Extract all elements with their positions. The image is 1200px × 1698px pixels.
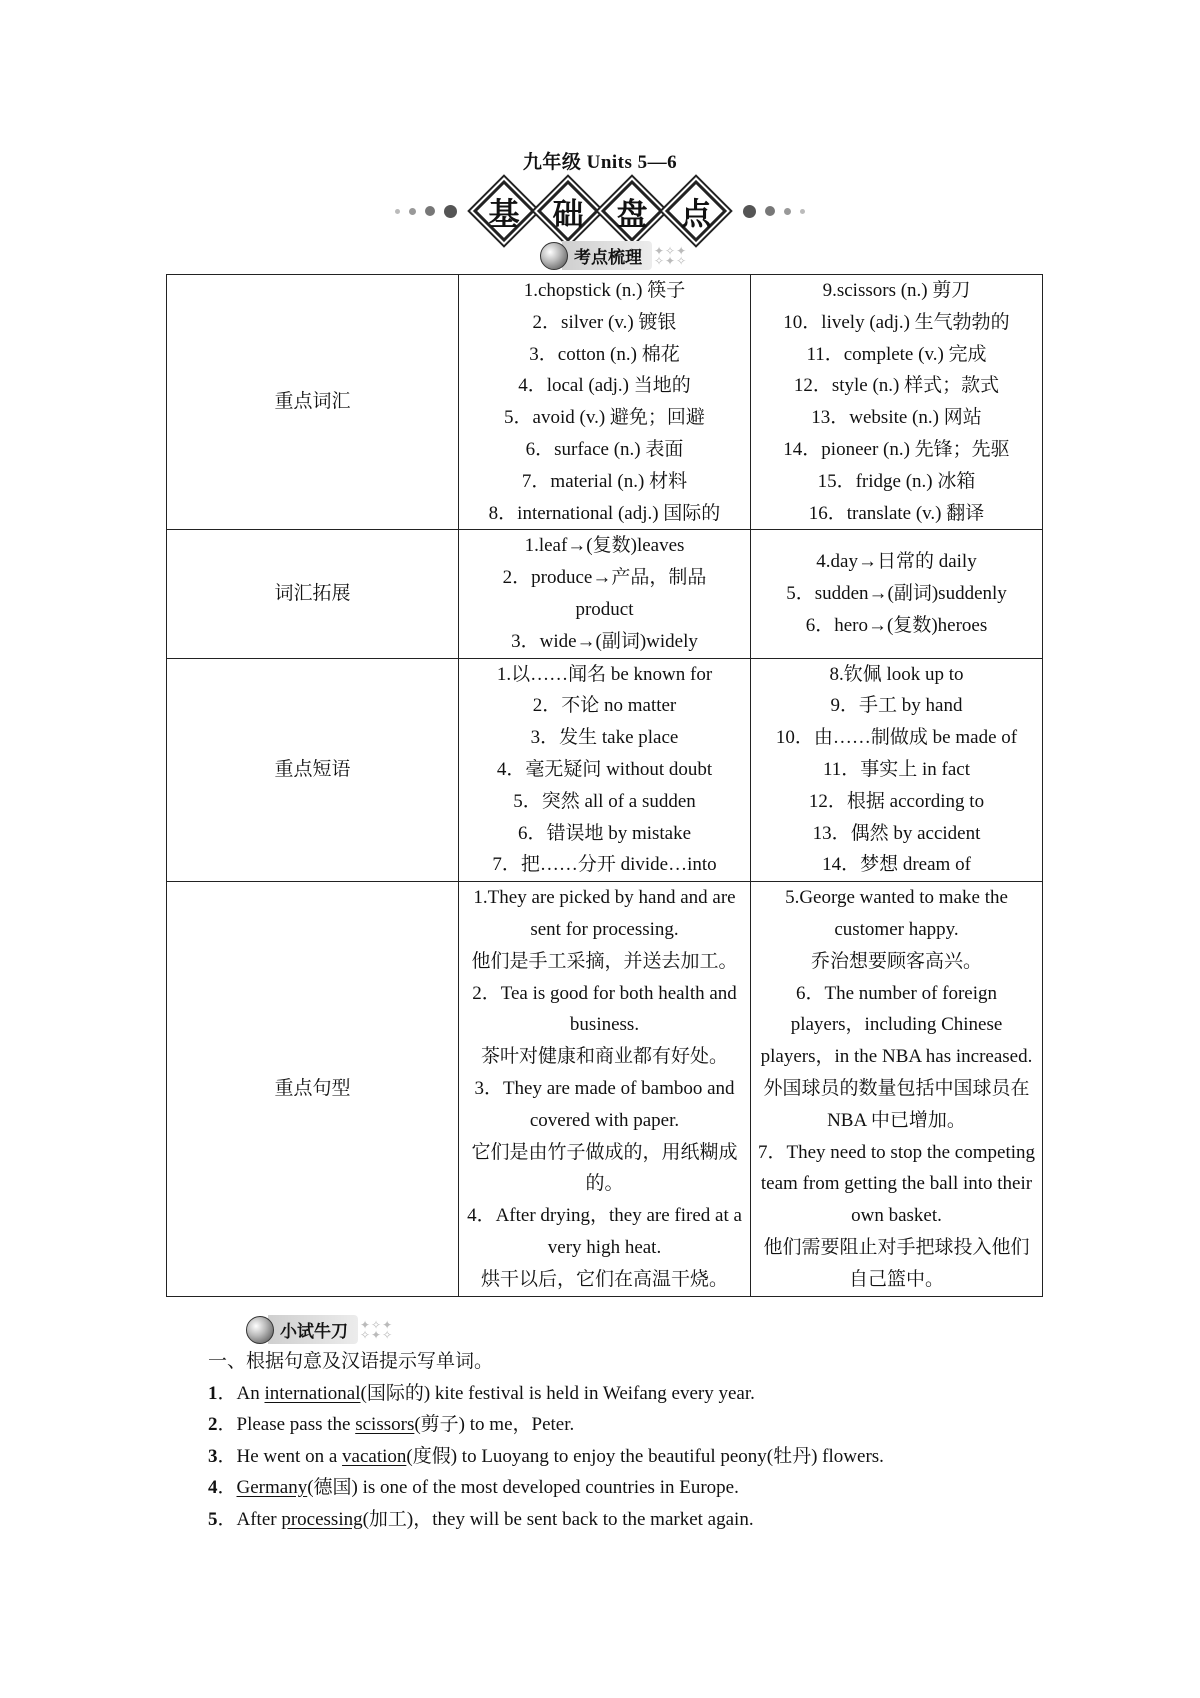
phrase-item: 1.以……闻名 be known for xyxy=(496,663,713,685)
row-heading: 重点词汇 xyxy=(167,275,459,530)
bullet-ball-icon xyxy=(246,1316,274,1344)
vocab-item: 7．material (n.) 材料 xyxy=(521,470,688,492)
exercise-item: 3．He went on a vacation(度假) to Luoyang to enjoy the beautiful peony(牡丹) flowers. xyxy=(208,1445,884,1467)
banner-tile xyxy=(475,184,533,238)
table-row xyxy=(167,658,1043,882)
expansion-cell-left xyxy=(459,530,751,658)
phrase-item: 14．梦想 dream of xyxy=(822,854,971,876)
sentence-en: 5.George wanted to make the customer happy. xyxy=(785,887,1008,940)
row-heading: 重点句型 xyxy=(167,882,459,1296)
expansion-item: 2．produce→产品，制品 xyxy=(502,567,707,589)
vocab-item: 4．local (adj.) 当地的 xyxy=(518,375,691,397)
sentence-zh: 他们是手工采摘，并送去加工。 xyxy=(471,950,738,972)
phrase-item: 9．手工 by hand xyxy=(830,695,963,717)
exercise-item: 4．Germany(德国) is one of the most developed countries in Europe. xyxy=(208,1477,739,1498)
sentence-zh: 茶叶对健康和商业都有好处。 xyxy=(480,1046,728,1068)
answer-blank: processing xyxy=(281,1508,363,1530)
banner-tile xyxy=(667,184,725,238)
expansion-item: 5．sudden→(副词)suddenly xyxy=(786,583,1007,605)
sentence-en: 3．They are made of bamboo and covered with paper. xyxy=(474,1077,735,1131)
vocab-item: 3．cotton (n.) 棉花 xyxy=(529,343,680,365)
vocab-item: 10．lively (adj.) 生气勃勃的 xyxy=(783,311,1010,333)
banner-char: 础 xyxy=(552,196,584,233)
vocab-item: 2．silver (v.) 镀银 xyxy=(532,311,677,333)
phrase-item: 2．不论 no matter xyxy=(532,695,677,717)
vocab-item: 1.chopstick (n.) 筷子 xyxy=(523,280,686,301)
expansion-item: 3．wide→(副词)widely xyxy=(511,630,698,652)
vocab-item: 14．pioneer (n.) 先锋；先驱 xyxy=(783,438,1010,460)
vocab-item: 8．international (adj.) 国际的 xyxy=(488,502,721,524)
vocab-item: 5．avoid (v.) 避免；回避 xyxy=(504,407,705,429)
stars-icon: ✦✧✦ ✧✦✧ xyxy=(654,243,688,268)
exercise-title: 一、根据句意及汉语提示写单词。 xyxy=(208,1350,494,1372)
section-banner xyxy=(0,184,1200,238)
answer-blank: scissors xyxy=(355,1414,415,1435)
phrase-item: 7．把……分开 divide…into xyxy=(492,854,717,876)
sentence-en: 2．Tea is good for both health and business. xyxy=(472,982,737,1036)
phrase-item: 10．由……制做成 be made of xyxy=(775,727,1018,749)
row-heading: 词汇拓展 xyxy=(167,530,459,658)
sentence-zh: 烘干以后，它们在高温干烧。 xyxy=(480,1268,728,1290)
expansion-item: 4.day→日常的 daily xyxy=(816,551,977,573)
answer-blank: international xyxy=(264,1382,361,1404)
sentence-en: 1.They are picked by hand and are sent for processing. xyxy=(473,887,736,940)
phrase-cell-left xyxy=(459,658,751,882)
row-heading: 重点短语 xyxy=(167,658,459,882)
sentence-cell-right xyxy=(751,882,1043,1296)
exercise-section xyxy=(208,1346,1108,1535)
exercise-item: 5．After processing(加工)，they will be sent back to the market again. xyxy=(208,1508,754,1530)
answer-blank: Germany xyxy=(236,1477,308,1498)
sentence-zh: 他们需要阻止对手把球投入他们自己篮中。 xyxy=(763,1236,1030,1290)
phrase-item: 4．毫无疑问 without doubt xyxy=(496,758,713,780)
sentence-zh: 外国球员的数量包括中国球员在 NBA 中已增加。 xyxy=(763,1077,1030,1131)
vocab-item: 11．complete (v.) 完成 xyxy=(806,343,987,365)
banner-dots-left xyxy=(395,205,457,218)
vocab-item: 9.scissors (n.) 剪刀 xyxy=(822,280,971,301)
vocab-item: 13．website (n.) 网站 xyxy=(811,407,982,429)
banner-tile xyxy=(603,184,661,238)
expansion-item: 6．hero→(复数)heroes xyxy=(805,614,988,636)
phrase-item: 8.钦佩 look up to xyxy=(829,663,964,685)
answer-blank: vacation xyxy=(342,1445,407,1467)
sentence-en: 6．The number of foreign players，including Chinese players，in the NBA has increased. xyxy=(760,982,1033,1068)
vocab-cell-left xyxy=(459,275,751,530)
exercise-item: 2．Please pass the scissors(剪子) to me，Peter. xyxy=(208,1414,575,1435)
table-row xyxy=(167,275,1043,530)
phrase-item: 6．错误地 by mistake xyxy=(517,822,692,844)
banner-tile xyxy=(539,184,597,238)
sentence-en: 7．They need to stop the competing team from getting the ball into their own basket. xyxy=(757,1141,1036,1227)
vocab-item: 16．translate (v.) 翻译 xyxy=(808,502,985,524)
sentence-en: 4．After drying，they are fired at a very high heat. xyxy=(467,1205,742,1258)
vocab-item: 15．fridge (n.) 冰箱 xyxy=(817,470,976,492)
phrase-cell-right xyxy=(751,658,1043,882)
banner-dots-right xyxy=(743,205,805,218)
phrase-item: 5．突然 all of a sudden xyxy=(513,790,696,812)
bullet-ball-icon xyxy=(540,242,568,270)
sentence-zh: 它们是由竹子做成的，用纸糊成的。 xyxy=(471,1141,738,1195)
phrase-item: 3．发生 take place xyxy=(530,727,679,749)
phrase-item: 11．事实上 in fact xyxy=(822,758,971,780)
vocab-cell-right xyxy=(751,275,1043,530)
page-subtitle: 九年级 Units 5—6 xyxy=(522,152,678,173)
phrase-item: 13．偶然 by accident xyxy=(812,822,981,844)
sentence-cell-left xyxy=(459,882,751,1296)
sentence-zh: 乔治想要顾客高兴。 xyxy=(810,950,982,972)
banner-char: 基 xyxy=(488,196,520,233)
phrase-item: 12．根据 according to xyxy=(808,790,985,812)
table-row xyxy=(167,882,1043,1296)
exercise-item: 1．An international(国际的) kite festival is held in Weifang every year. xyxy=(208,1382,755,1404)
review-table xyxy=(166,274,1043,1297)
banner-char: 点 xyxy=(680,196,712,233)
section-label-practice: 小试牛刀 ✦✧✦ ✧✦✧ xyxy=(246,1315,393,1344)
expansion-item: 1.leaf→(复数)leaves xyxy=(524,535,685,557)
banner-char: 盘 xyxy=(616,196,648,233)
stars-icon: ✦✧✦ ✧✦✧ xyxy=(360,1317,394,1342)
vocab-item: 12．style (n.) 样式；款式 xyxy=(793,375,1000,397)
expansion-cell-right xyxy=(751,530,1043,658)
table-row xyxy=(167,530,1043,658)
expansion-item: product xyxy=(575,598,634,620)
vocab-item: 6．surface (n.) 表面 xyxy=(525,438,684,460)
section-label-review: 考点梳理 ✦✧✦ ✧✦✧ xyxy=(540,241,687,270)
